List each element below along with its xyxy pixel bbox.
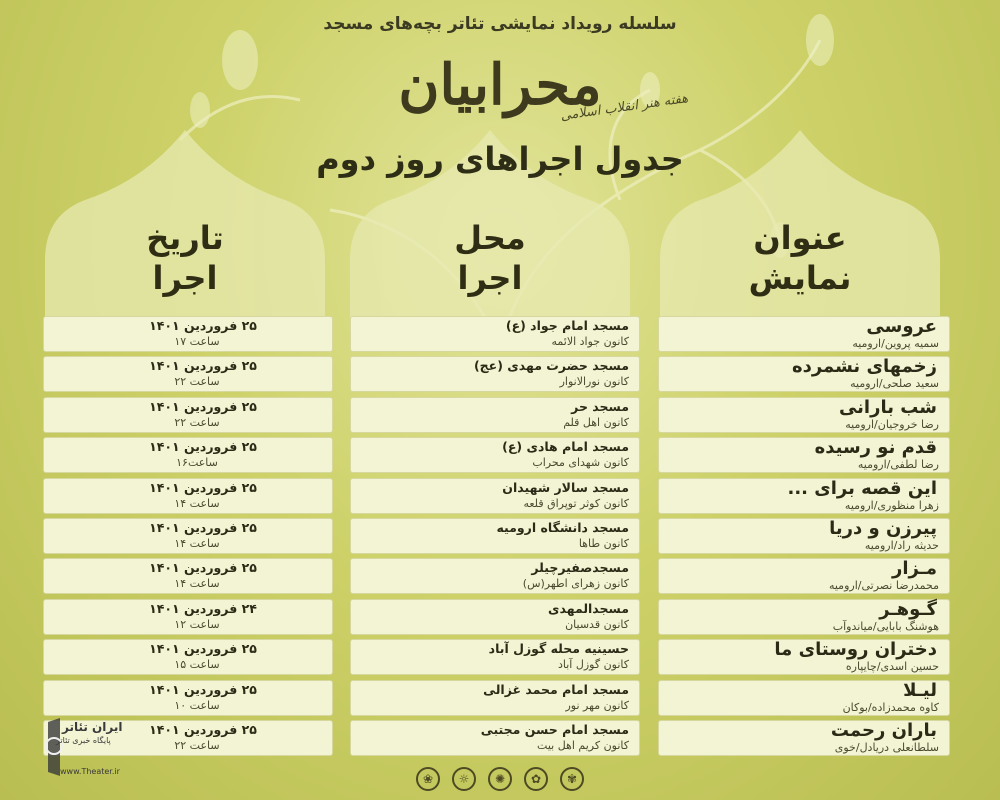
date-cell-primary: ۲۵ فروردین ۱۴۰۱ [149,722,257,737]
column-header-date-line1: تاریخ [146,219,224,257]
column-header-title [695,218,905,298]
watermark-name: ایران تئاتر [62,720,123,734]
title-cell [658,437,950,473]
date-cell-primary: ۲۵ فروردین ۱۴۰۱ [149,398,257,414]
title-cell [658,316,950,352]
logo-tagline: هفته هنر انقلاب اسلامی [559,91,689,124]
title-cell [658,639,950,675]
title-cell [658,518,950,554]
date-cell [43,397,333,433]
venue-cell-primary: مسجد امام جواد (ع) [505,318,629,333]
date-cell-secondary: ساعت۱۶ [176,456,218,470]
title-cell-secondary: سلطانعلی دریادل/خوی [834,741,939,754]
title-cell [658,356,950,392]
date-cell-secondary: ساعت ۱۲ [174,617,220,631]
venue-cell-primary: حسینیه محله گوزل آباد [488,641,629,657]
date-cell [43,680,333,716]
title-cell-secondary: حدیثه راد/ارومیه [864,539,939,552]
column-header-venue-line1: محل [454,219,526,257]
title-cell-secondary: کاوه محمدزاده/بوکان [842,700,939,714]
date-cell-secondary: ساعت ۲۲ [174,415,220,429]
column-header-venue [385,218,595,298]
title-cell-primary: پیرزن و دریا [829,518,937,539]
date-cell-secondary: ساعت ۱۴ [174,577,220,591]
date-cell-primary: ۲۴ فروردین ۱۴۰۱ [149,600,257,616]
venue-cell [350,316,640,352]
emblem-icon: ✾ [560,767,584,791]
column-header-date-line2: اجرا [152,259,218,297]
date-cell-primary: ۲۵ فروردین ۱۴۰۱ [149,358,257,374]
date-cell [43,639,333,675]
venue-cell [350,599,640,635]
date-cell [43,599,333,635]
venue-cell [350,720,640,756]
venue-cell-primary: مسجد حر [571,398,629,414]
title-cell [658,397,950,433]
title-cell-secondary: هوشنگ بابایی/میاندوآب [832,619,939,633]
date-cell [43,437,333,473]
column-header-venue-line2: اجرا [457,259,523,297]
title-cell-secondary: رضا لطفی/ارومیه [857,458,939,472]
venue-cell [350,397,640,433]
date-cell [43,558,333,594]
schedule-subtitle: جدول اجراهای روز دوم [316,140,684,178]
title-cell [658,720,950,756]
title-cell [658,680,950,716]
seal-icon: ☼ [452,767,476,791]
date-cell-primary: ۲۵ فروردین ۱۴۰۱ [149,641,257,657]
venue-cell [350,558,640,594]
venue-cell-primary: مسجدصفیرچیلر [531,560,629,576]
column-header-title-line1: عنوان [753,219,847,257]
venue-cell-secondary: کانون قدسیان [565,617,629,631]
date-cell-primary: ۲۵ فروردین ۱۴۰۱ [149,318,257,333]
venue-cell-secondary: کانون طاها [578,537,629,550]
venue-cell-secondary: کانون کوثر توپراق قلعه [523,496,629,510]
column-header-date [80,218,290,298]
title-cell-secondary: رضا خروجیان/ارومیه [845,417,939,431]
title-cell [658,558,950,594]
date-cell-primary: ۲۵ فروردین ۱۴۰۱ [149,560,257,576]
title-cell-secondary: محمدرضا نصرتی/ارومیه [828,579,939,593]
venue-cell-secondary: کانون نورالانوار [559,375,629,389]
watermark-url: www.Theater.ir [60,767,120,776]
venue-cell-primary: مسجد حضرت مهدی (عج) [473,358,629,374]
venue-cell-primary: مسجد امام محمد غزالی [483,681,629,697]
venue-cell [350,518,640,554]
series-title: سلسله رویداد نمایشی تئاتر بچه‌های مسجد [323,14,677,34]
title-cell-primary: دختران روستای ما [774,639,937,661]
venue-cell-secondary: کانون زهرای اطهر(س) [522,577,629,591]
sponsor-logos [380,764,620,794]
title-cell-primary: عروسی [866,316,937,337]
date-cell-secondary: ساعت ۱۴ [174,537,220,550]
venue-cell-primary: مسجد سالار شهیدان [502,479,629,495]
venue-cell-secondary: کانون جواد الائمه [551,335,629,348]
venue-cell-secondary: کانون شهدای محراب [532,456,629,470]
watermark-subtitle: پایگاه خبری تئاتر [56,736,111,745]
title-cell-secondary: سعید صلحی/ارومیه [850,377,939,391]
date-cell [43,518,333,554]
venue-cell-secondary: کانون مهر نور [565,698,629,712]
date-cell-primary: ۲۵ فروردین ۱۴۰۱ [149,520,257,535]
venue-cell-secondary: کانون گوزل آباد [558,658,629,672]
venue-cell-primary: مسجد امام حسن مجتبی [480,722,629,737]
venue-cell [350,639,640,675]
venue-cell [350,437,640,473]
date-cell-primary: ۲۵ فروردین ۱۴۰۱ [149,681,257,697]
title-cell-primary: شب بارانی [838,396,937,418]
title-cell-primary: قدم نو رسیده [814,437,937,459]
title-cell-secondary: سمیه پروین/ارومیه [852,337,939,350]
venue-cell-secondary: کانون کریم اهل بیت [537,739,629,752]
emblem-icon: ❀ [416,767,440,791]
venue-cell-secondary: کانون اهل قلم [563,415,629,429]
title-cell-primary: زخمهای نشمرده [791,356,937,378]
date-cell-secondary: ساعت ۱۵ [174,658,220,672]
venue-cell-primary: مسجد دانشگاه ارومیه [496,520,629,535]
title-cell-primary: باران رحمت [830,720,937,741]
title-cell-primary: لیـلا [903,679,937,701]
date-cell-primary: ۲۵ فروردین ۱۴۰۱ [149,439,257,455]
date-cell-secondary: ساعت ۱۷ [174,335,220,348]
venue-cell [350,478,640,514]
title-cell-primary: این قصه برای ... [787,477,937,499]
title-cell-primary: گـوهـر [879,598,937,620]
date-cell-primary: ۲۵ فروردین ۱۴۰۱ [149,479,257,495]
festival-logo: محرابیان [398,52,602,118]
title-cell-secondary: حسین اسدی/چایپاره [845,660,939,674]
date-cell [43,478,333,514]
column-header-title-line2: نمایش [748,259,852,297]
date-cell-secondary: ساعت ۲۲ [174,375,220,389]
title-cell-primary: مـزار [891,558,937,580]
venue-cell [350,680,640,716]
date-cell-secondary: ساعت ۲۲ [174,739,220,752]
venue-cell-primary: مسجد امام هادی (ع) [502,439,629,455]
date-cell [43,356,333,392]
date-cell-secondary: ساعت ۱۴ [174,496,220,510]
seal-icon: ✿ [524,767,548,791]
venue-cell [350,356,640,392]
title-cell-secondary: زهرا منظوری/ارومیه [844,498,939,512]
venue-cell-primary: مسجدالمهدی [548,600,629,616]
title-cell [658,478,950,514]
title-cell [658,599,950,635]
date-cell-secondary: ساعت ۱۰ [174,698,220,712]
date-cell [43,316,333,352]
seal-icon: ✺ [488,767,512,791]
